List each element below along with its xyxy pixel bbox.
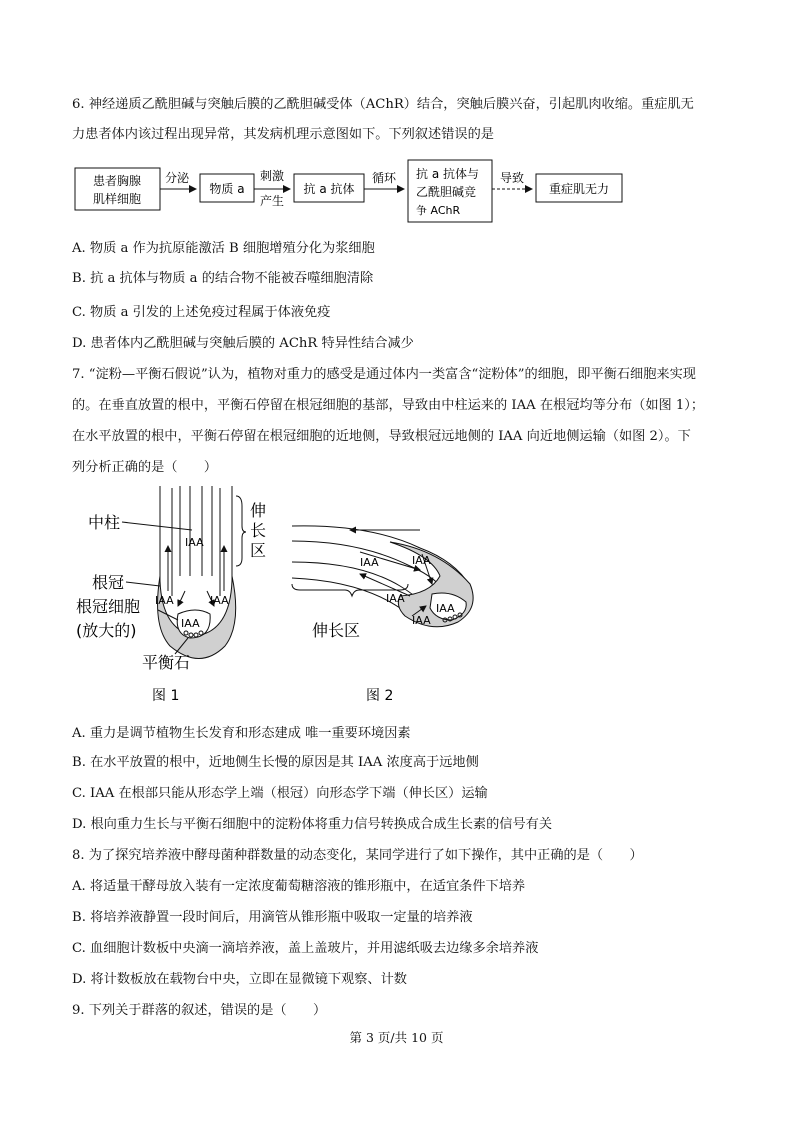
q7-option-d: D. 根向重力生长与平衡石细胞中的淀粉体将重力信号转换成合成生长素的信号有关	[72, 817, 553, 832]
fig1-label-shen: 伸	[250, 501, 267, 520]
fig1-label-enlarged: (放大的)	[76, 621, 137, 640]
flow-box5-label: 重症肌无力	[548, 182, 610, 196]
q7-option-b: B. 在水平放置的根中，近地侧生长慢的原因是其 IAA 浓度高于远地侧	[72, 755, 479, 770]
flow-arrow4-label: 导致	[499, 171, 525, 185]
q7-option-a: A. 重力是调节植物生长发育和形态建成 唯一重要环境因素	[72, 726, 411, 741]
flow-arrow2-label2: 产生	[259, 194, 285, 208]
q8-option-c: C. 血细胞计数板中央滴一滴培养液，盖上盖玻片，并用滤纸吸去边缘多余培养液	[72, 941, 539, 956]
figure-2-root-horizontal	[292, 526, 473, 704]
q8-option-b: B. 将培养液静置一段时间后，用滴管从锥形瓶中吸取一定量的培养液	[72, 910, 473, 925]
flow-box1-line2: 肌样细胞	[92, 192, 142, 206]
flow-box1-line1: 患者胸腺	[92, 174, 142, 188]
q7-option-c: C. IAA 在根部只能从形态学上端（根冠）向形态学下端（伸长区）运输	[72, 786, 488, 801]
fig2-iaa-mid: IAA	[360, 556, 379, 569]
fig1-iaa-left: IAA	[155, 594, 174, 607]
fig1-label-qu: 区	[250, 541, 267, 560]
q7-stem-line4: 列分析正确的是（ ）	[72, 460, 218, 475]
flow-box2-label: 物质 a	[209, 182, 245, 196]
fig2-label-shenchangqu: 伸长区	[312, 621, 361, 640]
q7-stem-line2: 的。在垂直放置的根中，平衡石停留在根冠细胞的基部，导致由中柱运来的 IAA 在根冠均等分布（如图 1）；	[72, 398, 705, 413]
q6-option-c: C. 物质 a 引发的上述免疫过程属于体液免疫	[72, 305, 331, 320]
fig2-iaa-tip: IAA	[412, 614, 431, 627]
fig1-label-zhongzhu: 中柱	[88, 513, 121, 532]
flow-box4-line3: 争 AChR	[416, 204, 461, 217]
fig2-caption: 图 2	[366, 688, 394, 704]
fig1-iaa-center: IAA	[185, 536, 204, 549]
fig2-iaa-cell: IAA	[436, 602, 455, 615]
fig1-label-chang: 长	[250, 521, 267, 540]
flow-box3-label: 抗 a 抗体	[303, 182, 355, 196]
q6-option-d: D. 患者体内乙酰胆碱与突触后膜的 AChR 特异性结合减少	[72, 336, 414, 351]
flow-arrow3-label: 循环	[371, 171, 397, 185]
q6-option-a: A. 物质 a 作为抗原能激活 B 细胞增殖分化为浆细胞	[72, 241, 375, 256]
fig1-iaa-right: IAA	[210, 594, 229, 607]
q6-flow-diagram	[60, 158, 740, 228]
q6-stem-line1: 6. 神经递质乙酰胆碱与突触后膜的乙酰胆碱受体（AChR）结合，突触后膜兴奋，引起肌肉收缩。重症肌无	[72, 97, 694, 112]
q8-option-d: D. 将计数板放在载物台中央，立即在显微镜下观察、计数	[72, 972, 407, 987]
flow-box4-line1: 抗 a 抗体与	[416, 167, 479, 181]
flow-arrow1-label: 分泌	[164, 171, 190, 185]
fig1-label-genguan-cell: 根冠细胞	[76, 597, 141, 616]
fig1-label-pinghengshi: 平衡石	[142, 653, 191, 672]
q7-stem-line3: 在水平放置的根中，平衡石停留在根冠细胞的近地侧，导致根冠远地侧的 IAA 向近地侧运输（如图 2）。下	[72, 429, 691, 444]
flow-arrow2-label1: 刺激	[259, 169, 285, 183]
fig1-caption: 图 1	[152, 688, 180, 704]
q6-stem-line2: 力患者体内该过程出现异常，其发病机理示意图如下。下列叙述错误的是	[72, 127, 494, 142]
q8-option-a: A. 将适量干酵母放入装有一定浓度葡萄糖溶液的锥形瓶中，在适宜条件下培养	[72, 879, 526, 894]
fig2-iaa-low: IAA	[386, 592, 405, 605]
q8-stem: 8. 为了探究培养液中酵母菌种群数量的动态变化，某同学进行了如下操作，其中正确的是（ ）	[72, 848, 643, 863]
fig2-iaa-top: IAA	[412, 554, 431, 567]
fig1-iaa-cell: IAA	[181, 617, 200, 630]
fig1-label-genguan: 根冠	[92, 573, 125, 592]
q6-option-b: B. 抗 a 抗体与物质 a 的结合物不能被吞噬细胞清除	[72, 271, 374, 286]
page-footer: 第 3 页/共 10 页	[349, 1030, 444, 1045]
figure-1-root-vertical	[76, 486, 266, 704]
q7-stem-line1: 7. “淀粉—平衡石假说”认为，植物对重力的感受是通过体内一类富含“淀粉体”的细胞，即平衡石细胞来实现	[72, 367, 696, 382]
q9-stem: 9. 下列关于群落的叙述，错误的是（ ）	[72, 1003, 327, 1018]
q7-figures	[60, 486, 510, 711]
flow-box4-line2: 乙酰胆碱竞	[416, 185, 477, 199]
